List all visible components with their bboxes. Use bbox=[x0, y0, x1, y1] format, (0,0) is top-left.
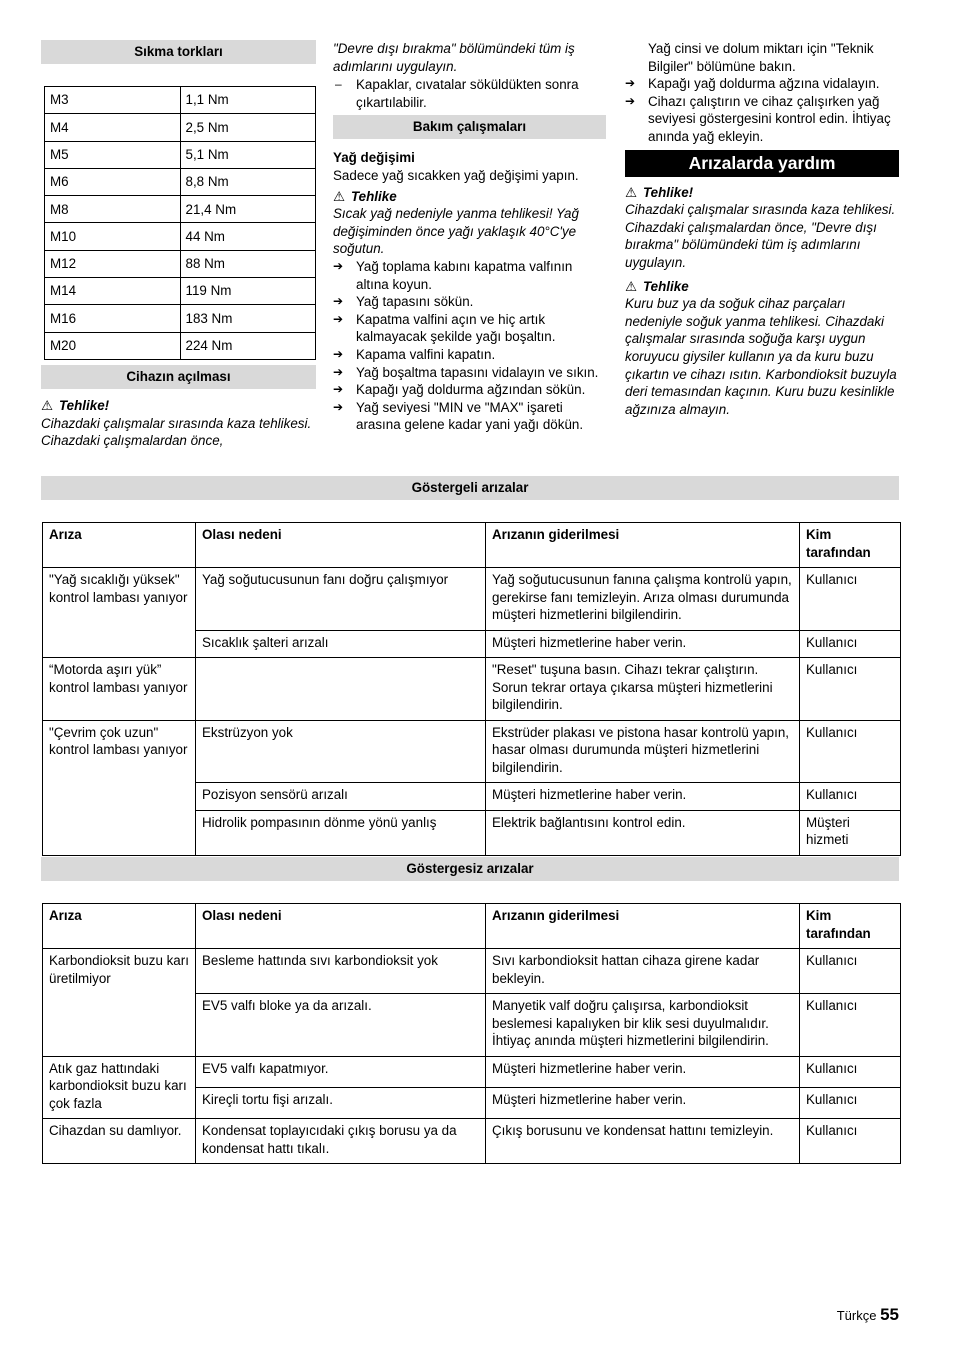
torque-value-cell: 44 Nm bbox=[180, 223, 316, 250]
thread-size-cell: M10 bbox=[45, 223, 181, 250]
remedy-cell: Yağ soğutucusunun fanına çalışma kontrolü yapın, gerekirse fanı temizleyin. Arıza olması durumunda müşteri hizmetlerini bilgilendirin. bbox=[486, 568, 800, 631]
step-text: Yağ seviyesi "MIN ve "MAX" işareti arasına gelene kadar yani yağı dökün. bbox=[356, 399, 584, 433]
torque-row bbox=[45, 196, 316, 223]
fault-cell: Cihazdan su damlıyor. bbox=[43, 1119, 196, 1164]
cause-cell: Besleme hattında sıvı karbondioksit yok bbox=[196, 949, 486, 994]
warning-text: Kuru buz ya da soğuk cihaz parçaları nedeniyle soğuk yanma tehlikesi. Cihazdaki çalışmalar sırasında soğuğa karşı uygun koruyucu giysiler kullanın ya da kuru buzu çıkartın ve cihazı ısıtın. Karbondioksit buzuyla deri temasından kaçının. Kuru buzu kesinlikle ağzınıza almayın. bbox=[625, 296, 897, 417]
torque-value-cell: 88 Nm bbox=[180, 250, 316, 277]
remedy-cell: Ekstrüder plakası ve pistona hasar kontrolü yapın, hasar olması durumunda müşteri hizmetlerini bilgilendirin. bbox=[486, 720, 800, 783]
thread-size-cell: M14 bbox=[45, 278, 181, 305]
warning-triangle-icon: ⚠ bbox=[333, 188, 346, 204]
torque-row bbox=[45, 305, 316, 332]
thread-size-cell: M12 bbox=[45, 250, 181, 277]
remedy-cell: Müşteri hizmetlerine haber verin. bbox=[486, 1087, 800, 1118]
step-item bbox=[333, 381, 606, 399]
step-item bbox=[333, 399, 606, 434]
table-row bbox=[43, 658, 901, 721]
warning-label: ⚠ Tehlike! bbox=[41, 397, 110, 413]
torque-value-cell: 224 Nm bbox=[180, 332, 316, 359]
table-row bbox=[43, 568, 901, 631]
remedy-cell: Müşteri hizmetlerine haber verin. bbox=[486, 783, 800, 811]
step-text: Yağ tapasını sökün. bbox=[356, 294, 474, 310]
arrow-right-icon: ➔ bbox=[625, 93, 636, 108]
fault-cell: “Motorda aşırı yük” kontrol lambası yanıyor bbox=[43, 658, 196, 721]
thread-size-cell: M6 bbox=[45, 168, 181, 195]
column-middle bbox=[333, 40, 606, 434]
cause-cell: Ekstrüzyon yok bbox=[196, 720, 486, 783]
oil-change-intro: Sadece yağ sıcakken yağ değişimi yapın. bbox=[333, 167, 579, 183]
arrow-right-icon: ➔ bbox=[333, 258, 344, 273]
oil-steps-list bbox=[333, 258, 606, 434]
warning-label: ⚠ Tehlike! bbox=[625, 184, 694, 200]
step-item bbox=[625, 75, 899, 93]
maintenance-section-title: Bakım çalışmaları bbox=[333, 115, 606, 139]
torque-row bbox=[45, 223, 316, 250]
torque-row bbox=[45, 141, 316, 168]
fault-cell: Karbondioksit buzu karı üretilmiyor bbox=[43, 949, 196, 1057]
step-text: Cihazı çalıştırın ve cihaz çalışırken yağ seviyesi göstergesini kontrol edin. İhtiyaç anında yağ ekleyin. bbox=[648, 93, 891, 144]
torque-value-cell: 1,1 Nm bbox=[180, 87, 316, 114]
step-text: Yağ boşaltma tapasını vidalayın ve sıkın. bbox=[356, 364, 599, 380]
cause-cell: Hidrolik pompasının dönme yönü yanlış bbox=[196, 810, 486, 855]
torque-value-cell: 8,8 Nm bbox=[180, 168, 316, 195]
torque-value-cell: 2,5 Nm bbox=[180, 114, 316, 141]
dash-list bbox=[333, 76, 606, 111]
who-cell: Kullanıcı bbox=[800, 949, 901, 994]
step-text: Kapatma valfini açın ve hiç artık kalmayacak şekilde yağı boşaltın. bbox=[356, 311, 556, 345]
thread-size-cell: M20 bbox=[45, 332, 181, 359]
torque-value-cell: 119 Nm bbox=[180, 278, 316, 305]
column-right bbox=[625, 40, 899, 418]
table-header-row bbox=[43, 523, 901, 568]
thread-size-cell: M8 bbox=[45, 196, 181, 223]
cause-cell: EV5 valfı bloke ya da arızalı. bbox=[196, 994, 486, 1057]
arrow-right-icon: ➔ bbox=[625, 76, 636, 91]
warning-triangle-icon: ⚠ bbox=[625, 184, 638, 200]
cause-cell: Kireçli tortu fişi arızalı. bbox=[196, 1087, 486, 1118]
fault-cell: "Yağ sıcaklığı yüksek" kontrol lambası yanıyor bbox=[43, 568, 196, 658]
header-cause: Olası nedeni bbox=[196, 523, 486, 568]
table-header-row bbox=[43, 904, 901, 949]
step-item bbox=[333, 364, 606, 382]
header-remedy: Arızanın giderilmesi bbox=[486, 523, 800, 568]
who-cell: Müşteri hizmeti bbox=[800, 810, 901, 855]
who-cell: Kullanıcı bbox=[800, 1087, 901, 1118]
remedy-cell: Çıkış borusunu ve kondensat hattını temizleyin. bbox=[486, 1119, 800, 1164]
torque-table bbox=[44, 86, 316, 360]
indicated-faults-title: Göstergeli arızalar bbox=[41, 476, 899, 500]
torque-row bbox=[45, 168, 316, 195]
unindicated-faults-table bbox=[42, 903, 901, 1164]
table-row bbox=[43, 949, 901, 994]
table-row bbox=[43, 720, 901, 783]
list-item: – Kapaklar, cıvatalar söküldükten sonra çıkartılabilir. bbox=[335, 77, 579, 110]
header-cause: Olası nedeni bbox=[196, 904, 486, 949]
arrow-right-icon: ➔ bbox=[333, 399, 344, 414]
page-number: 55 bbox=[880, 1305, 899, 1324]
cause-cell: EV5 valfı kapatmıyor. bbox=[196, 1056, 486, 1087]
step-item bbox=[333, 258, 606, 293]
remedy-cell: Müşteri hizmetlerine haber verin. bbox=[486, 1056, 800, 1087]
help-section-title: Arızalarda yardım bbox=[625, 150, 899, 177]
fault-cell: "Çevrim çok uzun" kontrol lambası yanıyor bbox=[43, 720, 196, 855]
thread-size-cell: M4 bbox=[45, 114, 181, 141]
torque-value-cell: 183 Nm bbox=[180, 305, 316, 332]
page-footer bbox=[837, 1306, 899, 1325]
step-text: Kapağı yağ doldurma ağzından sökün. bbox=[356, 382, 586, 398]
arrow-right-icon: ➔ bbox=[333, 294, 344, 309]
unindicated-faults-title: Göstergesiz arızalar bbox=[41, 857, 899, 881]
step-item bbox=[333, 346, 606, 364]
torque-section-title: Sıkma torkları bbox=[41, 40, 316, 64]
header-who: Kim tarafından bbox=[800, 523, 901, 568]
remedy-cell: Sıvı karbondioksit hattan cihaza girene kadar bekleyin. bbox=[486, 949, 800, 994]
torque-row bbox=[45, 278, 316, 305]
oil-steps-list-continued bbox=[625, 75, 899, 145]
arrow-right-icon: ➔ bbox=[333, 382, 344, 397]
torque-row bbox=[45, 332, 316, 359]
remedy-cell: Manyetik valf doğru çalışırsa, karbondioksit beslemesi kapalıyken bir klik sesi duyulmalıdır. İhtiyaç anında müşteri hizmetlerini bilgilendirin. bbox=[486, 994, 800, 1057]
remedy-cell: "Reset" tuşuna basın. Cihazı tekrar çalıştırın. Sorun tekrar ortaya çıkarsa müşteri hizmetlerini bilgilendirin. bbox=[486, 658, 800, 721]
warning-text: Sıcak yağ nedeniyle yanma tehlikesi! Yağ değişiminden önce yağı yaklaşık 40°C'ye soğutun. bbox=[333, 206, 579, 257]
arrow-right-icon: ➔ bbox=[333, 364, 344, 379]
warning-label: ⚠ Tehlike bbox=[625, 278, 689, 294]
who-cell: Kullanıcı bbox=[800, 720, 901, 783]
who-cell: Kullanıcı bbox=[800, 630, 901, 658]
continued-text: "Devre dışı bırakma" bölümündeki tüm iş adımlarını uygulayın. bbox=[333, 41, 575, 74]
who-cell: Kullanıcı bbox=[800, 1056, 901, 1087]
thread-size-cell: M5 bbox=[45, 141, 181, 168]
cause-cell bbox=[196, 658, 486, 721]
arrow-right-icon: ➔ bbox=[333, 346, 344, 361]
header-fault: Arıza bbox=[43, 523, 196, 568]
header-who: Kim tarafından bbox=[800, 904, 901, 949]
warning-triangle-icon: ⚠ bbox=[41, 397, 54, 413]
who-cell: Kullanıcı bbox=[800, 994, 901, 1057]
oil-change-heading: Yağ değişimi bbox=[333, 150, 415, 166]
cause-cell: Pozisyon sensörü arızalı bbox=[196, 783, 486, 811]
indicated-faults-table bbox=[42, 522, 901, 856]
footer-language: Türkçe bbox=[836, 1308, 877, 1323]
column-left bbox=[41, 40, 316, 450]
step-text: Kapağı yağ doldurma ağzına vidalayın. bbox=[648, 76, 880, 92]
thread-size-cell: M16 bbox=[45, 305, 181, 332]
torque-row bbox=[45, 250, 316, 277]
continued-text: Yağ cinsi ve dolum miktarı için "Teknik Bilgiler" bölümüne bakın. bbox=[648, 41, 874, 74]
who-cell: Kullanıcı bbox=[800, 783, 901, 811]
fault-cell: Atık gaz hattındaki karbondioksit buzu karı çok fazla bbox=[43, 1056, 196, 1119]
who-cell: Kullanıcı bbox=[800, 568, 901, 631]
remedy-cell: Elektrik bağlantısını kontrol edin. bbox=[486, 810, 800, 855]
thread-size-cell: M3 bbox=[45, 87, 181, 114]
who-cell: Kullanıcı bbox=[800, 658, 901, 721]
cause-cell: Yağ soğutucusunun fanı doğru çalışmıyor bbox=[196, 568, 486, 631]
step-text: Kapama valfini kapatın. bbox=[356, 346, 496, 362]
table-row bbox=[43, 1056, 901, 1087]
torque-row bbox=[45, 87, 316, 114]
warning-text: Cihazdaki çalışmalar sırasında kaza tehlikesi. Cihazdaki çalışmalardan önce, bbox=[41, 415, 312, 449]
step-item bbox=[625, 93, 899, 146]
header-remedy: Arızanın giderilmesi bbox=[486, 904, 800, 949]
header-fault: Arıza bbox=[43, 904, 196, 949]
table-row bbox=[43, 1119, 901, 1164]
remedy-cell: Müşteri hizmetlerine haber verin. bbox=[486, 630, 800, 658]
step-item bbox=[333, 311, 606, 346]
dash-icon: – bbox=[335, 77, 342, 92]
warning-label: ⚠ Tehlike bbox=[333, 188, 397, 204]
step-text: Yağ toplama kabını kapatma valfının altına koyun. bbox=[356, 258, 573, 292]
who-cell: Kullanıcı bbox=[800, 1119, 901, 1164]
torque-row bbox=[45, 114, 316, 141]
torque-value-cell: 21,4 Nm bbox=[180, 196, 316, 223]
opening-section-title: Cihazın açılması bbox=[41, 365, 316, 389]
cause-cell: Kondensat toplayıcıdaki çıkış borusu ya da kondensat hattı tıkalı. bbox=[196, 1119, 486, 1164]
warning-triangle-icon: ⚠ bbox=[625, 278, 638, 294]
step-item bbox=[333, 293, 606, 311]
cause-cell: Sıcaklık şalteri arızalı bbox=[196, 630, 486, 658]
torque-value-cell: 5,1 Nm bbox=[180, 141, 316, 168]
warning-text: Cihazdaki çalışmalar sırasında kaza tehlikesi. Cihazdaki çalışmalardan önce, "Devre dışı bırakma" bölümündeki tüm iş adımlarını uygulayın. bbox=[625, 202, 896, 270]
arrow-right-icon: ➔ bbox=[333, 311, 344, 326]
